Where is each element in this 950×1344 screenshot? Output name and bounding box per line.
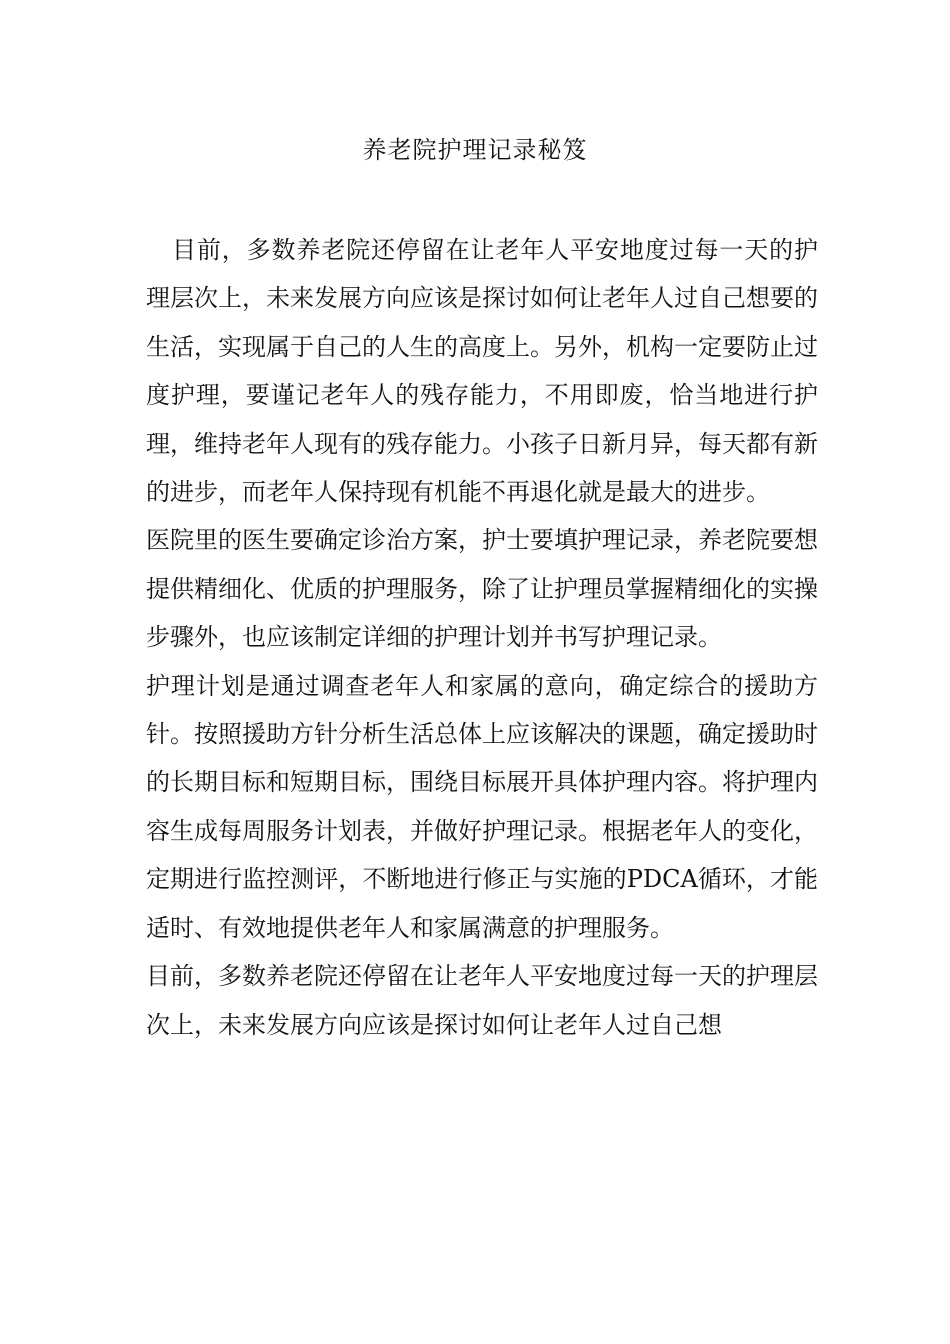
paragraph-1: 目前，多数养老院还停留在让老年人平安地度过每一天的护理层次上，未来发展方向应该是探讨如何让老年人过自己想要的生活，实现属于自己的人生的高度上。另外，机构一定要防止过度护理，要谨记老年人的残存能力，不用即废，恰当地进行护理，维持老年人现有的残存能力。小孩子日新月异，每天都有新的进步，而老年人保持现有机能不再退化就是最大的进步。 xyxy=(146,236,818,507)
paragraph-2: 医院里的医生要确定诊治方案，护士要填护理记录，养老院要想提供精细化、优质的护理服务，除了让护理员掌握精细化的实操步骤外，也应该制定详细的护理计划并书写护理记录。 xyxy=(146,526,818,652)
paragraph-4: 目前，多数养老院还停留在让老年人平安地度过每一天的护理层次上，未来发展方向应该是探讨如何让老年人过自己想 xyxy=(146,962,818,1039)
document-body xyxy=(146,226,818,1049)
document-title: 养老院护理记录秘笈 xyxy=(362,136,588,164)
paragraph-3: 护理计划是通过调查老年人和家属的意向，确定综合的援助方针。按照援助方针分析生活总体上应该解决的课题，确定援助时的长期目标和短期目标，围绕目标展开具体护理内容。将护理内容生成每周服务计划表，并做好护理记录。根据老年人的变化，定期进行监控测评，不断地进行修正与实施的PDCA循环，才能适时、有效地提供老年人和家属满意的护理服务。 xyxy=(146,671,818,942)
